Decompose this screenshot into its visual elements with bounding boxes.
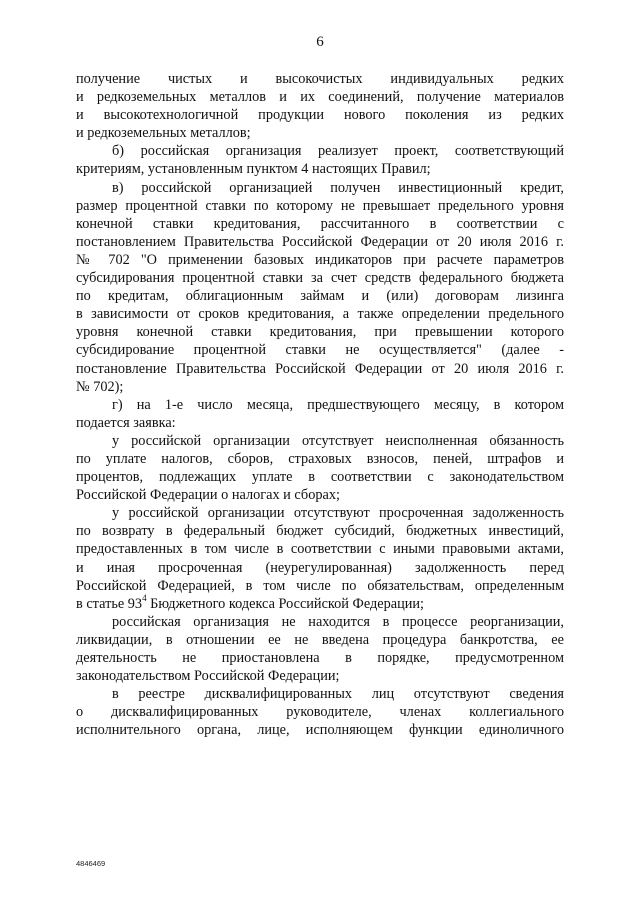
text-line: получение чистых и высокочистых индивидуальных редких [76,71,564,87]
text-line: по кредитам, облигационным займам и (или) договорам лизинга [76,288,564,305]
text-line [76,595,564,613]
text-fragment: в статье 93 [76,595,143,612]
text-line: и высокотехнологичной продукции нового поколения из редких [76,107,564,124]
text-line: подается заявка: [76,414,176,431]
text-line: субсидирования процентной ставки за счет средств федерального бюджета [76,270,564,287]
text-line: в) российской организацией получен инвестиционный кредит, [112,179,564,196]
superscript: 4 [142,593,147,604]
text-line: размер процентной ставки по которому не превышает предельного уровня [76,197,564,214]
text-line: российская организация не находится в процессе реорганизации, [112,613,564,630]
text-line: процентов, подлежащих уплате в соответствии с законодательством [76,469,564,486]
text-line: в зависимости от сроков кредитования, а также определении предельного [76,306,564,323]
document-body [76,70,564,739]
text-line: законодательством Российской Федерации; [76,668,340,685]
text-line: у российской организации отсутствуют просроченная задолженность [112,505,564,522]
text-line: исполнительного органа, лице, исполняющем функции единоличного [76,722,564,739]
text-line: в реестре дисквалифицированных лиц отсутствуют сведения [112,686,564,703]
text-line: конечной ставки кредитования, рассчитанного в соответствии с [76,215,564,232]
text-line: и редкоземельных металлов; [76,125,251,142]
text-line: субсидирование процентной ставки не осуществляется" (далее - [76,342,564,359]
text-line: постановлением Правительства Российской Федерации от 20 июля 2016 г. [76,233,564,250]
text-line: ликвидации, в отношении ее не введена процедура банкротства, ее [76,631,564,648]
text-line: по возврату в федеральный бюджет субсидий, бюджетных инвестиций, [76,523,564,540]
text-line: Российской Федерации о налогах и сборах; [76,487,340,504]
text-fragment: Бюджетного кодекса Российской Федерации; [146,595,425,612]
text-line: № 702 "О применении базовых индикаторов при расчете параметров [76,251,564,268]
text-line: и редкоземельных металлов и их соединений, получение материалов [76,89,564,106]
text-line: б) российская организация реализует проект, соответствующий [112,143,564,160]
text-line: деятельность не приостановлена в порядке, предусмотренном [76,650,564,666]
document-code: 4846469 [76,859,106,868]
text-line: № 702); [76,378,124,395]
text-line: у российской организации отсутствует неисполненная обязанность [112,432,564,449]
text-line: и иная просроченная (неурегулированная) задолженность перед [76,559,564,576]
text-line: по уплате налогов, сборов, страховых взносов, пеней, штрафов и [76,450,564,467]
text-line: предоставленных в том числе в соответствии с иными правовыми актами, [76,541,564,558]
text-line: уровня конечной ставки кредитования, при превышении которого [76,324,564,341]
text-line: о дисквалифицированных руководителе, членах коллегиального [76,704,564,721]
text-line: Российской Федерацией, в том числе по обязательствам, определенным [76,577,564,594]
text-line: г) на 1-е число месяца, предшествующего месяцу, в котором [112,396,564,413]
text-line: постановление Правительства Российской Федерации от 20 июля 2016 г. [76,360,564,377]
text-line: критериям, установленным пунктом 4 настоящих Правил; [76,161,431,178]
page-number: 6 [316,34,324,50]
